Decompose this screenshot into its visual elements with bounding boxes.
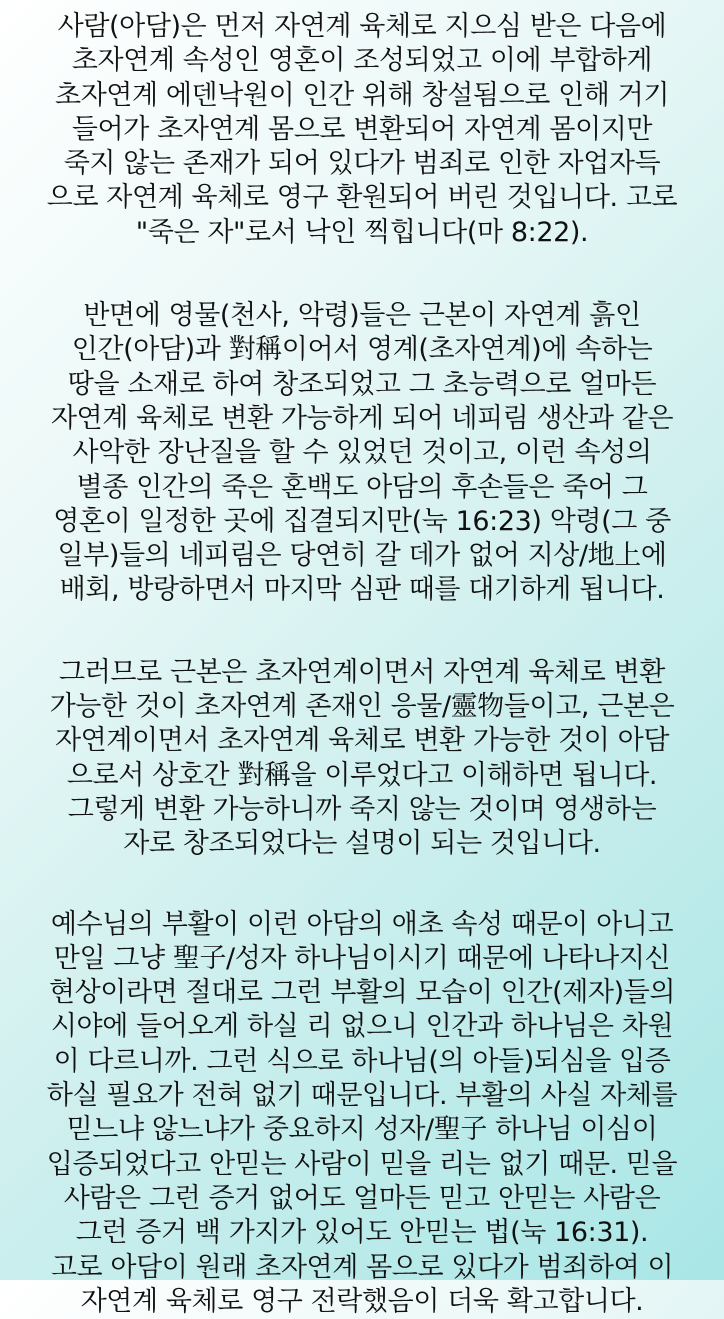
text-line: 초자연계 속성인 영혼이 조성되었고 이에 부합하게 — [71, 45, 653, 77]
paragraph-spacer — [8, 862, 716, 908]
paragraph-spacer — [8, 608, 716, 656]
text-line: 반면에 영물(천사, 악령)들은 근본이 자연계 흙인 — [83, 300, 641, 332]
paragraph-3 — [8, 656, 716, 862]
text-line: 들어가 초자연계 몸으로 변환되어 자연계 몸이지만 — [71, 113, 653, 145]
paragraph-spacer — [8, 250, 716, 299]
paragraph-1 — [8, 10, 716, 250]
text-line: 사람은 그런 증거 없어도 얼마든 믿고 안믿는 사람은 — [63, 1182, 661, 1214]
text-line: 별종 인간의 죽은 혼백도 아담의 후손들은 죽어 그 — [76, 471, 648, 503]
text-line: 예수님의 부활이 이런 아담의 애초 속성 때문이 아니고 — [50, 908, 674, 940]
paragraph-4 — [8, 908, 716, 1319]
paragraph-2 — [8, 299, 716, 608]
text-line: 자연계 육체로 변환 가능하게 되어 네피림 생산과 같은 — [50, 402, 674, 434]
text-line: 죽지 않는 존재가 되어 있다가 범죄로 인한 자업자득 — [63, 148, 661, 180]
text-line: 입증되었다고 안믿는 사람이 믿을 리는 없기 때문. 믿을 — [46, 1148, 678, 1180]
text-line: 믿느냐 않느냐가 중요하지 성자/聖子 하나님 이심이 — [66, 1114, 658, 1146]
text-line: "죽은 자"로서 낙인 찍힙니다(마 8:22). — [135, 216, 589, 248]
text-line: 영혼이 일정한 곳에 집결되지만(눅 16:23) 악령(그 중 — [53, 505, 671, 537]
text-line: 사람(아담)은 먼저 자연계 육체로 지으심 받은 다음에 — [57, 11, 667, 42]
text-line: 하실 필요가 전혀 없기 때문입니다. 부활의 사실 자체를 — [46, 1080, 678, 1112]
text-line: 자연계이면서 초자연계 육체로 변환 가능한 것이 아담 — [54, 725, 670, 757]
text-line: 인간(아담)과 對稱이어서 영계(초자연계)에 속하는 — [71, 334, 653, 366]
text-line: 땅을 소재로 하여 창조되었고 그 초능력으로 얼마든 — [67, 368, 657, 400]
text-line: 현상이라면 절대로 그런 부활의 모습이 인간(제자)들의 — [48, 977, 676, 1009]
text-line: 그러므로 근본은 초자연계이면서 자연계 육체로 변환 — [59, 656, 665, 688]
text-line: 시야에 들어오게 하실 리 없으니 인간과 하나님은 차원 — [50, 1011, 674, 1043]
text-line: 사악한 장난질을 할 수 있었던 것이고, 이런 속성의 — [72, 437, 652, 469]
text-line: 가능한 것이 초자연계 존재인 응물/靈物들이고, 근본은 — [49, 691, 675, 723]
text-line: 이 다르니까. 그런 식으로 하나님(의 아들)되심을 입증 — [53, 1045, 671, 1077]
text-line: 그런 증거 백 가지가 있어도 안믿는 법(눅 16:31). — [75, 1217, 649, 1249]
text-line: 고로 아담이 원래 초자연계 몸으로 있다가 범죄하여 이 — [50, 1251, 674, 1283]
text-line: 일부)들의 네피림은 당연히 갈 데가 없어 지상/地上에 — [57, 540, 667, 572]
text-line: 자연계 육체로 영구 전락했음이 더욱 확고합니다. — [80, 1285, 644, 1317]
text-line: 으로서 상호간 對稱을 이루었다고 이해하면 됩니다. — [66, 759, 658, 791]
text-line: 으로 자연계 육체로 영구 환원되어 버린 것입니다. 고로 — [46, 182, 678, 214]
text-line: 그렇게 변환 가능하니까 죽지 않는 것이며 영생하는 — [67, 793, 657, 825]
text-line: 초자연계 에덴낙원이 인간 위해 창설됨으로 인해 거기 — [54, 79, 670, 111]
text-line: 만일 그냥 聖子/성자 하나님이시기 때문에 나타나지신 — [53, 942, 671, 974]
text-line: 자로 창조되었다는 설명이 되는 것입니다. — [123, 828, 601, 860]
text-line: 배회, 방랑하면서 마지막 심판 때를 대기하게 됩니다. — [59, 574, 665, 606]
